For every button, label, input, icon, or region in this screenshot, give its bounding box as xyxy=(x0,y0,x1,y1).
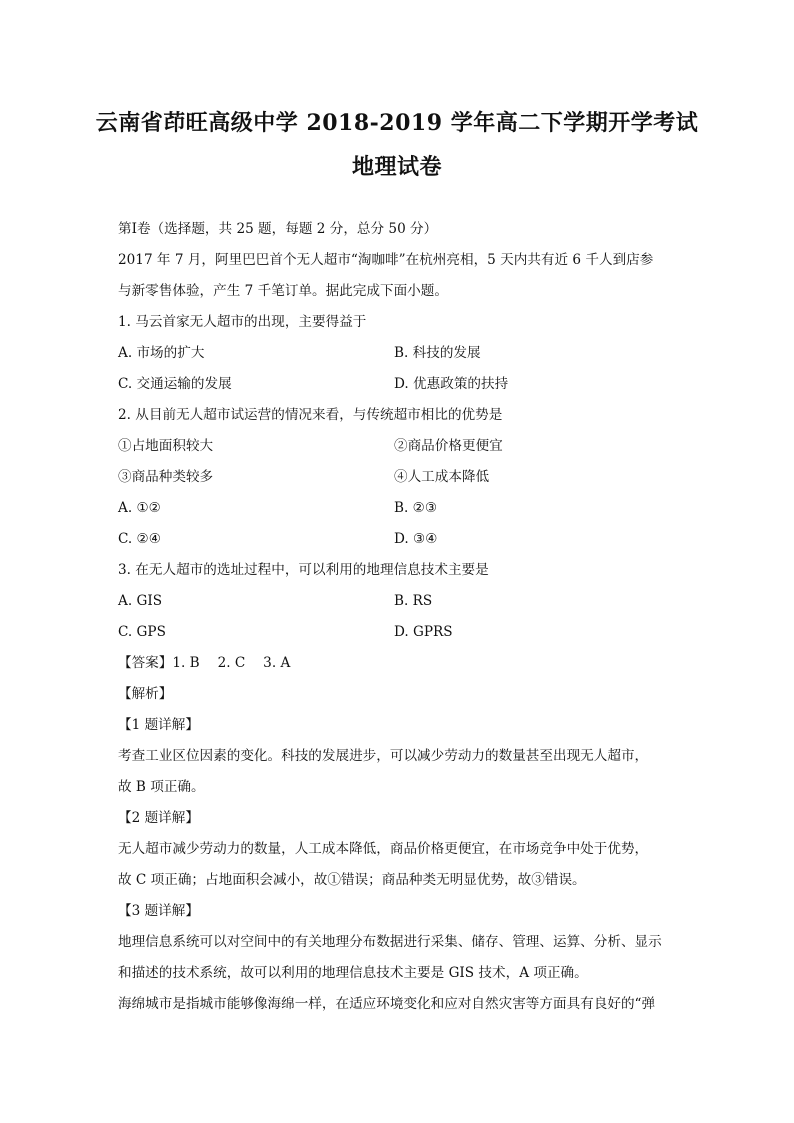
statement-2: ②商品价格更便宜 xyxy=(394,438,503,454)
option-c: C. GPS xyxy=(118,624,166,640)
option-c: C. 交通运输的发展 xyxy=(118,376,232,392)
option-d: D. ③④ xyxy=(394,531,438,547)
option-a: A. GIS xyxy=(118,593,163,609)
option-c: C. ②④ xyxy=(118,531,161,547)
detail-header: 【2 题详解】 xyxy=(118,810,199,826)
trailing-line: 海绵城市是指城市能够像海绵一样，在适应环境变化和应对自然灾害等方面具有良好的“弹 xyxy=(118,996,656,1012)
detail-line: 和描述的技术系统，故可以利用的地理信息技术主要是 GIS 技术，A 项正确。 xyxy=(118,965,588,981)
statement-1: ①占地面积较大 xyxy=(118,438,214,454)
analysis-header: 【解析】 xyxy=(118,686,173,702)
answer-line: 【答案】1. B 2. C 3. A xyxy=(118,655,291,671)
option-row xyxy=(118,524,678,555)
detail-line: 无人超市减少劳动力的数量，人工成本降低，商品价格更便宜，在市场竞争中处于优势， xyxy=(118,841,649,857)
passage-line: 2017 年 7 月，阿里巴巴首个无人超市“淘咖啡”在杭州亮相，5 天内共有近 6 千人到店参 xyxy=(118,252,654,268)
option-row xyxy=(118,586,678,617)
detail-line: 地理信息系统可以对空间中的有关地理分布数据进行采集、储存、管理、运算、分析、显示 xyxy=(118,934,662,950)
statement-row xyxy=(118,462,678,493)
option-b: B. 科技的发展 xyxy=(394,345,481,361)
question-stem: 3. 在无人超市的选址过程中，可以利用的地理信息技术主要是 xyxy=(118,562,489,578)
detail-line: 考查工业区位因素的变化。科技的发展进步，可以减少劳动力的数量甚至出现无人超市， xyxy=(118,748,649,764)
option-row xyxy=(118,617,678,648)
document-subtitle: 地理试卷 xyxy=(351,154,442,180)
option-b: B. RS xyxy=(394,593,433,609)
question-stem: 2. 从目前无人超市试运营的情况来看，与传统超市相比的优势是 xyxy=(118,407,503,423)
option-row xyxy=(118,369,678,400)
option-row xyxy=(118,493,678,524)
passage-line: 与新零售体验，产生 7 千笔订单。据此完成下面小题。 xyxy=(118,283,448,299)
option-d: D. 优惠政策的扶持 xyxy=(394,376,509,392)
option-a: A. ①② xyxy=(118,500,161,516)
section-header: 第Ⅰ卷（选择题，共 25 题，每题 2 分，总分 50 分） xyxy=(118,221,438,237)
detail-line: 故 C 项正确；占地面积会减小，故①错误；商品种类无明显优势，故③错误。 xyxy=(118,872,586,888)
question-stem: 1. 马云首家无人超市的出现，主要得益于 xyxy=(118,314,367,330)
option-row xyxy=(118,338,678,369)
statement-3: ③商品种类较多 xyxy=(118,469,214,485)
option-b: B. ②③ xyxy=(394,500,438,516)
document-title: 云南省茚旺高级中学 2018-2019 学年高二下学期开学考试 xyxy=(95,110,699,136)
document-body xyxy=(118,214,678,1020)
statement-4: ④人工成本降低 xyxy=(394,469,490,485)
statement-row xyxy=(118,431,678,462)
detail-line: 故 B 项正确。 xyxy=(118,779,205,795)
option-a: A. 市场的扩大 xyxy=(118,345,205,361)
option-d: D. GPRS xyxy=(394,624,453,640)
detail-header: 【3 题详解】 xyxy=(118,903,199,919)
detail-header: 【1 题详解】 xyxy=(118,717,199,733)
